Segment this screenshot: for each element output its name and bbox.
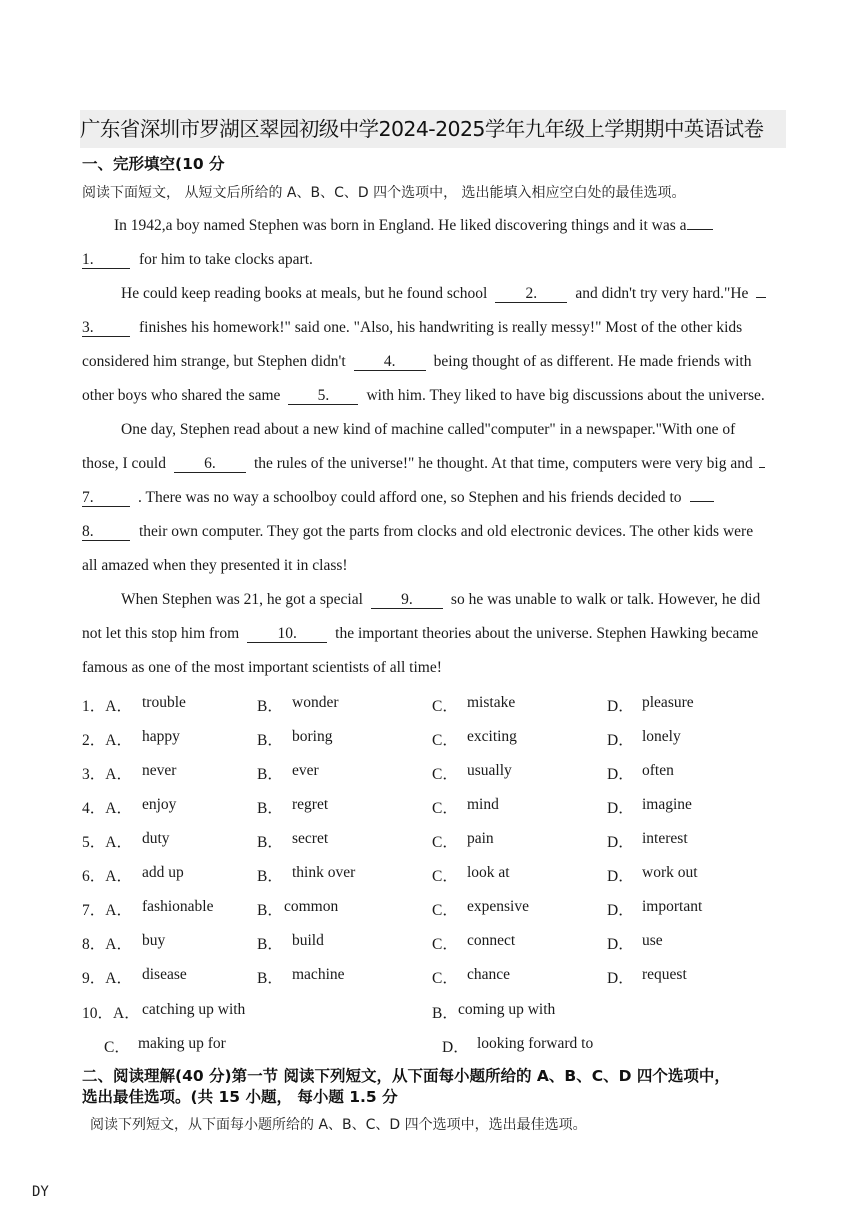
passage-line: [82, 625, 758, 643]
option-b-label: B．: [257, 732, 283, 749]
option-c: making up for: [138, 1035, 226, 1052]
option-b: build: [292, 932, 324, 949]
section2-instruction: 阅读下列短文，从下面每小题所给的 A、B、C、D 四个选项中，选出最佳选项。: [90, 1117, 587, 1133]
passage-text: famous as one of the most important scientists of all time!: [82, 659, 442, 676]
blank-3: 3.: [82, 319, 130, 337]
passage-text: and didn't try very hard."He: [575, 285, 749, 302]
option-d: work out: [642, 864, 698, 881]
option-c: mistake: [467, 694, 516, 711]
option-d: imagine: [642, 796, 692, 813]
question-options: [82, 932, 782, 954]
blank-line: [690, 501, 714, 502]
passage-text: One day, Stephen read about a new kind of machine called"computer" in a newspaper."With one of: [121, 421, 736, 438]
option-c-label: C．: [432, 800, 458, 817]
option-c-label: C．: [432, 868, 458, 885]
passage-text: other boys who shared the same: [82, 387, 281, 404]
question-number: 5．A．: [82, 834, 132, 851]
exam-title: 广东省深圳市罗湖区翠园初级中学2024-2025学年九年级上学期期中英语试卷: [80, 110, 786, 148]
option-a: duty: [142, 830, 170, 847]
passage-text: with him. They liked to have big discussions about the universe.: [366, 387, 765, 404]
blank-10: 10.: [247, 625, 327, 643]
blank-4: 4.: [354, 353, 426, 371]
question-number: 7．A．: [82, 902, 132, 919]
passage-line: [121, 285, 766, 303]
option-a: add up: [142, 864, 184, 881]
passage-line: [82, 353, 751, 371]
blank-line: [756, 297, 766, 298]
question-options: [82, 830, 782, 852]
option-d-label: D．: [607, 766, 634, 783]
passage-text: those, I could: [82, 455, 166, 472]
option-b-label: B．: [432, 1005, 458, 1022]
question-options: [82, 694, 782, 716]
passage-text: . There was no way a schoolboy could afford one, so Stephen and his friends decided to: [138, 489, 682, 506]
question-options: [82, 728, 782, 750]
passage-text: When Stephen was 21, he got a special: [121, 591, 363, 608]
passage-text: considered him strange, but Stephen didn't: [82, 353, 346, 370]
question-options: [82, 864, 782, 886]
passage-line: [114, 217, 713, 235]
option-b-label: B．: [257, 698, 283, 715]
option-d-label: D．: [607, 834, 634, 851]
passage-line: [82, 523, 753, 541]
passage-text: finishes his homework!" said one. "Also, his handwriting is really messy!" Most of the other kids: [139, 319, 743, 336]
option-d: request: [642, 966, 687, 983]
blank-6: 6.: [174, 455, 246, 473]
question-number: 3．A．: [82, 766, 132, 783]
passage-text: the important theories about the universe. Stephen Hawking became: [335, 625, 759, 642]
option-d-label: D．: [442, 1039, 469, 1056]
question-options: [82, 796, 782, 818]
question-number: 2．A．: [82, 732, 132, 749]
section2-heading: 二、阅读理解(40 分)第一节 阅读下列短文，从下面每小题所给的 A、B、C、D 四个选项中，: [82, 1067, 730, 1085]
blank-line: [687, 229, 713, 230]
blank-8: 8.: [82, 523, 130, 541]
footer-mark: DY: [32, 1184, 49, 1200]
passage-line: [82, 387, 765, 405]
section2-heading-cont: 选出最佳选项。(共 15 小题， 每小题 1.5 分: [82, 1088, 398, 1106]
question-options: [82, 898, 782, 920]
option-d-label: D．: [607, 902, 634, 919]
blank-line: [759, 467, 765, 468]
option-a: trouble: [142, 694, 186, 711]
question-options: [82, 1001, 782, 1023]
question-number: 10．A．: [82, 1005, 140, 1022]
option-c-label: C．: [432, 936, 458, 953]
option-b: machine: [292, 966, 345, 983]
option-d: use: [642, 932, 663, 949]
passage-text: all amazed when they presented it in class!: [82, 557, 348, 574]
option-b-label: B．: [257, 868, 283, 885]
option-b: ever: [292, 762, 319, 779]
passage-line: [82, 455, 765, 473]
option-b: secret: [292, 830, 329, 847]
option-c: usually: [467, 762, 512, 779]
option-d: looking forward to: [477, 1035, 594, 1052]
blank-5: 5.: [288, 387, 358, 405]
option-c: pain: [467, 830, 494, 847]
passage-text: their own computer. They got the parts from clocks and old electronic devices. The other kids were: [139, 523, 754, 540]
option-d: pleasure: [642, 694, 694, 711]
option-d-label: D．: [607, 970, 634, 987]
option-b-label: B．: [257, 902, 283, 919]
passage-line: [121, 591, 760, 609]
option-c: exciting: [467, 728, 517, 745]
passage-text: not let this stop him from: [82, 625, 240, 642]
option-d: lonely: [642, 728, 681, 745]
option-c-label: C．: [432, 970, 458, 987]
blank-2: 2.: [495, 285, 567, 303]
option-d: interest: [642, 830, 688, 847]
option-c: expensive: [467, 898, 529, 915]
option-a: buy: [142, 932, 166, 949]
option-c-label: C．: [104, 1039, 130, 1056]
question-number: 9．A．: [82, 970, 132, 987]
question-number: 8．A．: [82, 936, 132, 953]
passage-line: [82, 319, 742, 337]
option-c: connect: [467, 932, 516, 949]
passage-text: being thought of as different. He made friends with: [433, 353, 752, 370]
blank-1: 1.: [82, 251, 130, 269]
option-b: common: [284, 898, 339, 915]
passage-text: the rules of the universe!" he thought. At that time, computers were very big and: [253, 455, 753, 472]
question-number: 6．A．: [82, 868, 132, 885]
passage-line: [82, 659, 442, 677]
option-b-label: B．: [257, 766, 283, 783]
passage-text: so he was unable to walk or talk. However, he did: [450, 591, 761, 608]
question-number: 4．A．: [82, 800, 132, 817]
blank-9: 9.: [371, 591, 443, 609]
option-a: disease: [142, 966, 187, 983]
passage-line: [82, 557, 348, 575]
option-d: important: [642, 898, 703, 915]
passage-line: [82, 489, 714, 507]
passage-text: In 1942,a boy named Stephen was born in England. He liked discovering things and it was a: [114, 217, 687, 234]
option-a: fashionable: [142, 898, 214, 915]
option-c-label: C．: [432, 766, 458, 783]
passage-text: for him to take clocks apart.: [139, 251, 313, 268]
question-number: 1．A．: [82, 698, 132, 715]
option-b: coming up with: [458, 1001, 556, 1018]
option-c-label: C．: [432, 902, 458, 919]
option-c: look at: [467, 864, 510, 881]
option-b-label: B．: [257, 834, 283, 851]
option-a: catching up with: [142, 1001, 246, 1018]
option-c: chance: [467, 966, 511, 983]
option-a: never: [142, 762, 177, 779]
option-c-label: C．: [432, 834, 458, 851]
option-d-label: D．: [607, 732, 634, 749]
option-c: mind: [467, 796, 499, 813]
passage-line: [121, 421, 735, 439]
option-c-label: C．: [432, 698, 458, 715]
option-b: think over: [292, 864, 356, 881]
section1-instruction: 阅读下面短文， 从短文后所给的 A、B、C、D 四个选项中， 选出能填入相应空白处的最佳选项。: [82, 185, 686, 201]
option-a: happy: [142, 728, 180, 745]
option-d-label: D．: [607, 698, 634, 715]
section1-heading: 一、完形填空(10 分: [82, 155, 225, 173]
option-a: enjoy: [142, 796, 177, 813]
option-d: often: [642, 762, 674, 779]
option-d-label: D．: [607, 936, 634, 953]
option-b-label: B．: [257, 800, 283, 817]
question-options: [82, 1035, 782, 1057]
passage-line: [82, 251, 313, 269]
option-d-label: D．: [607, 868, 634, 885]
question-options: [82, 762, 782, 784]
option-b-label: B．: [257, 970, 283, 987]
blank-7: 7.: [82, 489, 130, 507]
question-options: [82, 966, 782, 988]
option-b: boring: [292, 728, 333, 745]
option-b-label: B．: [257, 936, 283, 953]
option-d-label: D．: [607, 800, 634, 817]
option-b: regret: [292, 796, 329, 813]
option-b: wonder: [292, 694, 339, 711]
passage-text: He could keep reading books at meals, but he found school: [121, 285, 488, 302]
option-c-label: C．: [432, 732, 458, 749]
